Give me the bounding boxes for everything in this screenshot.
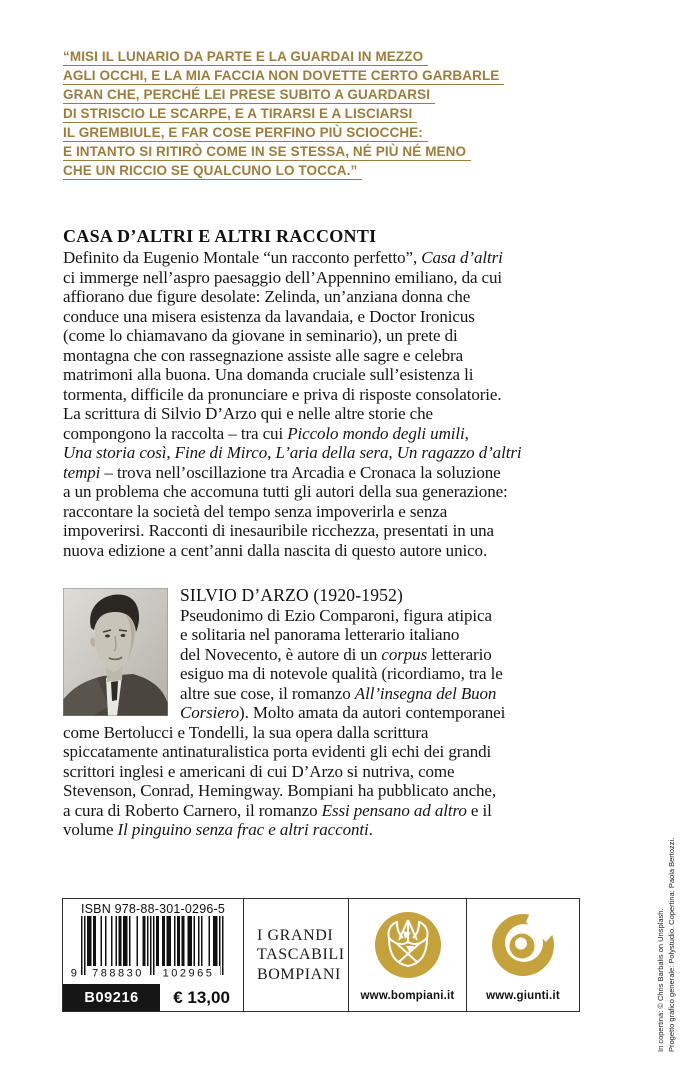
series-cell — [243, 899, 348, 1011]
credits-vertical — [656, 752, 677, 1052]
author-bio-lines: Pseudonimo di Ezio Comparoni, figura atipica e solitaria nel panorama letterario italiano del Novecento, è autore di un corpus letterario esiguo ma di notevole qualità (ricordiamo, tra le altre sue cose, il romanzo All’insegna del Buon Corsiero). Molto amata da autori contemporanei come Bertolucci e Tondelli, la sua opera dalla scrittura spiccatamente antinaturalistica porta evidenti gli echi dei grandi scrittori inglesi e americani di cui D’Arzo si nutriva, come Stevenson, Conrad, Hemingway. Bompiani ha pubblicato anche, a cura di Roberto Carnero, il romanzo Essi pensano ad altro e il volume Il pinguino senza frac e altri racconti. — [63, 605, 506, 839]
svg-text:102965: 102965 — [162, 967, 215, 978]
giunti-cell — [466, 899, 579, 1011]
isbn-label: ISBN 978-88-301-0296-5 — [80, 902, 226, 916]
bompiani-cell — [348, 899, 466, 1011]
description-section — [63, 225, 623, 560]
description-text: Definito da Eugenio Montale “un racconto perfetto”, Casa d’altri ci immerge nell’aspro paesaggio dell’Appennino emiliano, da cui affiorano due figure desolate: Zelinda, un’anziana donna che conduce una misera esistenza da lavandaia, e Doctor Ironicus (come lo chiamavano da giovane in seminario), un prete di montagna che con rassegnazione assiste alle sagre e celebra matrimoni alla buona. Una domanda cruciale sull’esistenza li tormenta, difficile da pronunciare e priva di risposte consolatorie. La scrittura di Silvio D’Arzo qui e nelle altre storie che compongono la raccolta – tra cui Piccolo mondo degli umili, Una storia così, Fine di Mirco, L’aria della sera, Un ragazzo d’altri tempi – trova nell’oscillazione tra Arcadia e Cronaca la soluzione a un problema che accomuna tutti gli autori della sua generazione: raccontare la società del tempo senza impoverirla e senza impoverirsi. Racconti di inesauribile ricchezza, presentati in una nuova edizione a cent’anni dalla nascita di questo autore unico. — [63, 248, 522, 560]
author-photo — [63, 588, 168, 716]
book-title: CASA D’ALTRI E ALTRI RACCONTI — [63, 226, 377, 246]
design-credit: Progetto grafico generale: Polystudio. Copertina: Paola Bertozzi. — [666, 837, 676, 1052]
edition-code: B09216 — [63, 984, 160, 1011]
giunti-url: www.giunti.it — [486, 990, 560, 1002]
cover-credit: In copertina: © Chris Barbalis on Unsplash. — [656, 908, 665, 1052]
price-row — [63, 984, 243, 1011]
price: € 13,00 — [173, 987, 230, 1007]
footer-bar — [62, 898, 580, 1012]
ean-barcode — [70, 916, 236, 978]
series-name: I GRANDI TASCABILI BOMPIANI — [257, 926, 345, 983]
svg-text:788830: 788830 — [92, 967, 144, 978]
barcode-cell — [63, 899, 243, 1011]
bompiani-url: www.bompiani.it — [360, 990, 455, 1002]
quote-block: “MISI IL LUNARIO DA PARTE E LA GUARDAI IN MEZZO AGLI OCCHI, E LA MIA FACCIA NON DOVETTE CERTO GARBARLE GRAN CHE, PERCHÉ LEI PRESE SUBITO A GUARDARSI DI STRISCIO LE SCARPE, E A TIRARSI E A LISCIARSI IL GREMBIULE, E FAR COSE PERFINO PIÙ SCIOCCHE: E INTANTO SI RITIRÒ COME IN SE STESSA, NÉ PIÙ NÉ MENO CHE UN RICCIO SE QUALCUNO LO TOCCA.” — [63, 47, 623, 180]
svg-text:9: 9 — [70, 967, 80, 978]
giunti-spiral-icon — [490, 912, 556, 978]
author-bio-section — [63, 586, 613, 840]
author-name: SILVIO D’ARZO (1920-1952) — [180, 585, 404, 605]
bompiani-flower-icon — [375, 912, 441, 978]
